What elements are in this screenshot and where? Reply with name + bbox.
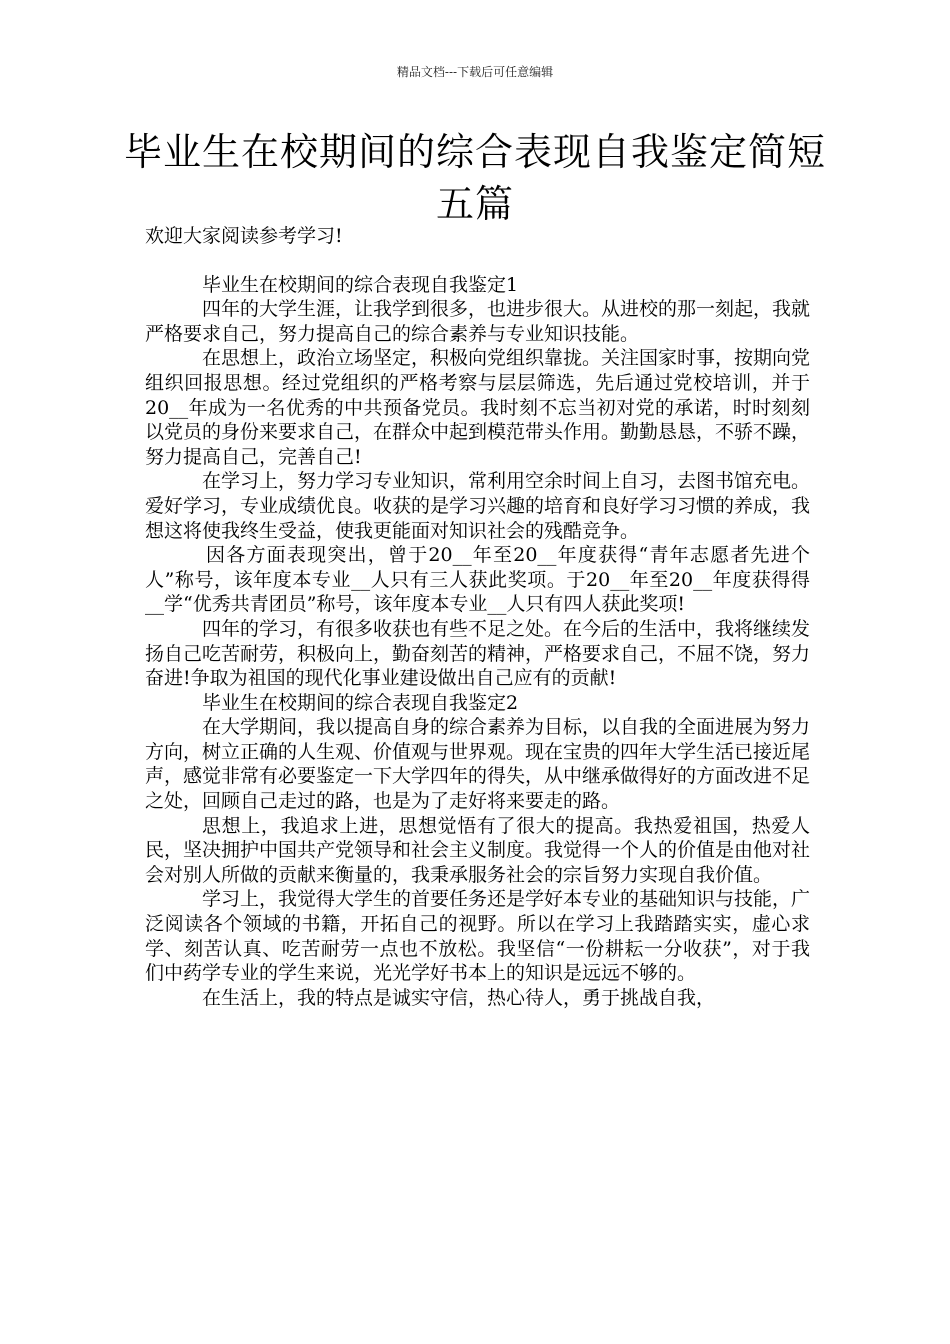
section-2-paragraph: 思想上，我追求上进，思想觉悟有了很大的提高。我热爱祖国，热爱人民，坚决拥护中国共产党领导和社会主义制度。我觉得一个人的价值是由他对社会对别人所做的贡献来衡量的，我秉承服务社会的宗旨努力实现自我价值。 bbox=[145, 814, 811, 886]
intro-text: 欢迎大家阅读参考学习! bbox=[145, 225, 343, 247]
section-1-paragraph: 因各方面表现突出，曾于20__年至20__年度获得“青年志愿者先进个人”称号，该年度本专业__人只有三人获此奖项。于20__年至20__年度获得得__学“优秀共青团员”称号，该年度本专业__人只有四人获此奖项! bbox=[145, 544, 810, 616]
document-body bbox=[145, 224, 810, 1010]
section-2-heading: 毕业生在校期间的综合表现自我鉴定2 bbox=[202, 691, 519, 714]
section-1-paragraph: 四年的学习，有很多收获也有些不足之处。在今后的生活中，我将继续发扬自己吃苦耐劳，积极向上，勤奋刻苦的精神，严格要求自己，不屈不饶，努力奋进!争取为祖国的现代化事业建设做出自己应有的贡献! bbox=[145, 617, 811, 690]
section-1-paragraph: 在思想上，政治立场坚定，积极向党组织靠拢。关注国家时事，按期向党组织回报思想。经过党组织的严格考察与层层筛选，先后通过党校培训，并于20__年成为一名优秀的中共预备党员。我时刻不忘当初对党的承诺，时时刻刻以党员的身份来要求自己，在群众中起到模范带头作用。勤勤恳恳，不骄不躁，努力提高自己，完善自己! bbox=[145, 347, 811, 468]
section-2-paragraph: 在生活上，我的特点是诚实守信，热心待人，勇于挑战自我， bbox=[202, 986, 716, 1009]
page-header: 精品文档---下载后可任意编辑 bbox=[396, 65, 554, 79]
document-title: 毕业生在校期间的综合表现自我鉴定简短五篇 bbox=[123, 130, 826, 226]
section-2-paragraph: 学习上，我觉得大学生的首要任务还是学好本专业的基础知识与技能，广泛阅读各个领域的书籍，开拓自己的视野。所以在学习上我踏踏实实，虚心求学、刻苦认真、吃苦耐劳一点也不放松。我坚信“一份耕耘一分收获”，对于我们中药学专业的学生来说，光光学好书本上的知识是远远不够的。 bbox=[145, 888, 811, 985]
section-1-paragraph: 四年的大学生涯，让我学到很多，也进步很大。从进校的那一刻起，我就严格要求自己，努力提高自己的综合素养与专业知识技能。 bbox=[145, 298, 811, 345]
section-1-paragraph: 在学习上，努力学习专业知识，常利用空余时间上自习，去图书馆充电。爱好学习，专业成绩优良。收获的是学习兴趣的培育和良好学习习惯的养成，我想这将使我终生受益，使我更能面对知识社会的残酷竞争。 bbox=[145, 470, 811, 542]
section-2-paragraph: 在大学期间，我以提高自身的综合素养为目标，以自我的全面进展为努力方向，树立正确的人生观、价值观与世界观。现在宝贵的四年大学生活已接近尾声，感觉非常有必要鉴定一下大学四年的得失，从中继承做得好的方面改进不足之处，回顾自己走过的路，也是为了走好将来要走的路。 bbox=[145, 716, 811, 813]
section-1-heading: 毕业生在校期间的综合表现自我鉴定1 bbox=[202, 273, 519, 296]
